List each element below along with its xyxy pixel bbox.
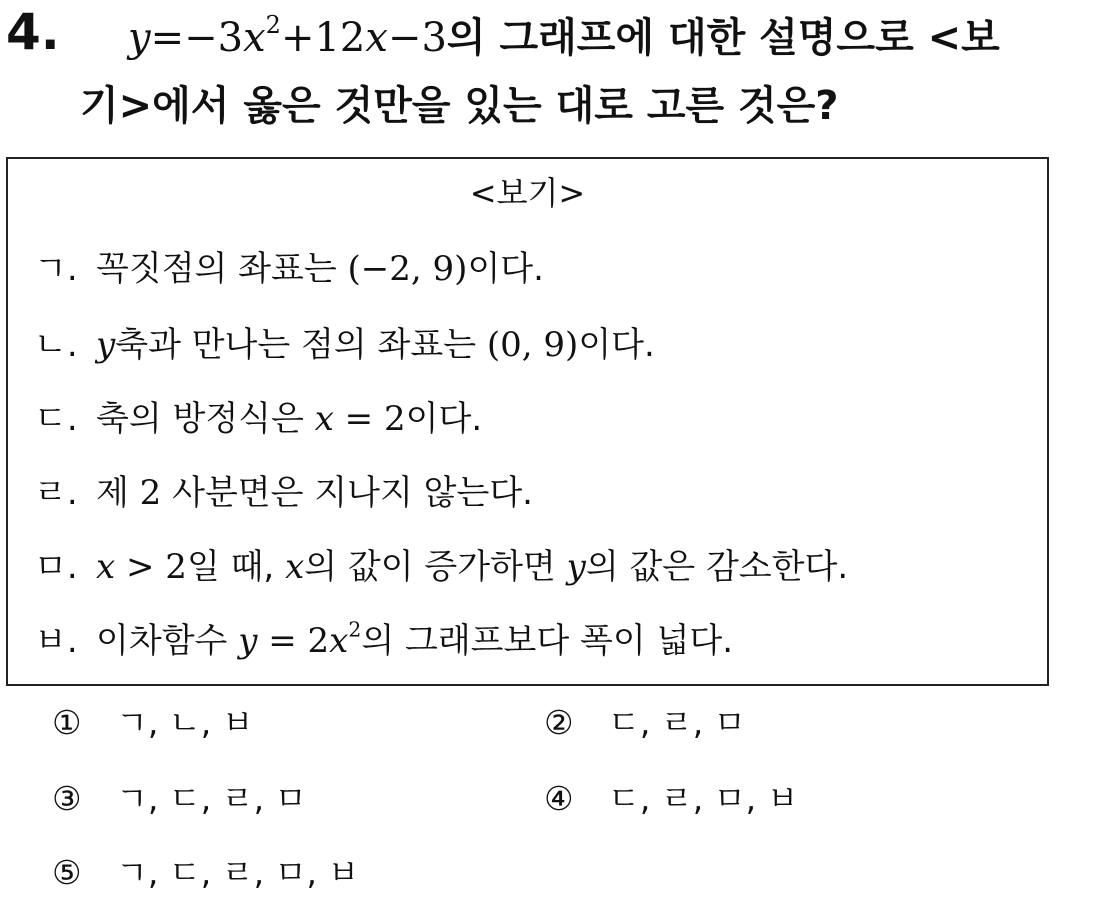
question-stem-line1 xyxy=(128,10,1000,66)
eq-coef: 12 xyxy=(314,15,366,61)
bogi-item xyxy=(34,247,544,291)
item-text: 의 값은 감소한다. xyxy=(585,547,849,587)
bogi-item xyxy=(34,471,533,515)
item-math: 2 xyxy=(139,473,162,513)
bogi-item xyxy=(34,397,482,441)
item-exponent: 2 xyxy=(348,617,362,642)
item-text: 이다. xyxy=(405,399,483,439)
eq-const: 3 xyxy=(421,15,447,61)
item-var: x xyxy=(96,547,116,587)
eq-var: x xyxy=(365,15,388,61)
item-var: y xyxy=(96,325,116,365)
item-text: 제 xyxy=(96,473,140,513)
option-text: ㄱ, ㄷ, ㄹ, ㅁ xyxy=(116,779,307,818)
bogi-box xyxy=(6,157,1049,686)
option-text: ㄱ, ㄴ, ㅂ xyxy=(116,703,254,742)
answer-option-4[interactable] xyxy=(544,778,798,820)
eq-sign: + xyxy=(280,15,315,61)
option-text: ㄷ, ㄹ, ㅁ, ㅂ xyxy=(608,779,799,818)
item-text: 이차함수 xyxy=(96,621,239,661)
stem-text: 의 그래프에 대한 설명으로 <보 xyxy=(446,15,1000,61)
question-number: 4. xyxy=(6,3,60,61)
option-marker: ③ xyxy=(52,779,82,818)
bogi-item xyxy=(34,545,848,589)
item-math: = 2 xyxy=(333,399,406,439)
option-marker: ④ xyxy=(544,779,574,818)
bogi-title: <보기> xyxy=(469,174,586,212)
item-math: (0, 9) xyxy=(486,325,579,365)
item-text: 사분면은 지나지 않는다. xyxy=(161,473,533,513)
item-text: 의 값이 증가하면 xyxy=(304,547,567,587)
item-text: 이다. xyxy=(467,249,544,289)
item-var: x xyxy=(329,621,349,661)
option-text: ㄱ, ㄷ, ㄹ, ㅁ, ㅂ xyxy=(116,853,360,892)
item-label: ㅂ. xyxy=(34,621,78,661)
eq-var: x xyxy=(243,15,266,61)
answer-option-5[interactable] xyxy=(52,852,359,894)
option-text: ㄷ, ㄹ, ㅁ xyxy=(608,703,746,742)
item-label: ㄹ. xyxy=(34,473,78,513)
bogi-item xyxy=(34,323,655,367)
answer-option-2[interactable] xyxy=(544,702,746,744)
equation xyxy=(128,11,447,61)
item-var: y xyxy=(238,621,258,661)
option-marker: ② xyxy=(544,703,574,742)
option-marker: ① xyxy=(52,703,82,742)
eq-sign: − xyxy=(387,15,422,61)
item-text: 의 그래프보다 폭이 넓다. xyxy=(361,621,733,661)
eq-exponent: 2 xyxy=(265,11,281,39)
item-text: 꼭짓점의 좌표는 xyxy=(96,249,348,289)
item-label: ㄷ. xyxy=(34,399,78,439)
item-label: ㅁ. xyxy=(34,547,78,587)
eq-coef: 3 xyxy=(217,15,244,61)
item-math: > 2 xyxy=(115,547,187,587)
eq-equals: = xyxy=(150,15,185,61)
bogi-item xyxy=(34,619,733,663)
item-var: x xyxy=(314,399,334,439)
item-math: (−2, 9) xyxy=(347,249,468,289)
item-math: = 2 xyxy=(257,621,330,661)
question-stem-line2: 기>에서 옳은 것만을 있는 대로 고른 것은? xyxy=(80,83,839,129)
item-var: x xyxy=(285,547,305,587)
item-text: 축과 만나는 점의 좌표는 xyxy=(115,325,487,365)
item-label: ㄴ. xyxy=(34,325,78,365)
eq-sign: − xyxy=(184,15,218,61)
item-label: ㄱ. xyxy=(34,249,78,289)
option-marker: ⑤ xyxy=(52,853,82,892)
eq-lhs: y xyxy=(128,15,151,61)
item-text: 일 때, xyxy=(186,547,286,587)
item-var: y xyxy=(566,547,586,587)
item-text: 축의 방정식은 xyxy=(96,399,315,439)
answer-option-3[interactable] xyxy=(52,778,306,820)
answer-option-1[interactable] xyxy=(52,702,254,744)
item-text: 이다. xyxy=(578,325,655,365)
